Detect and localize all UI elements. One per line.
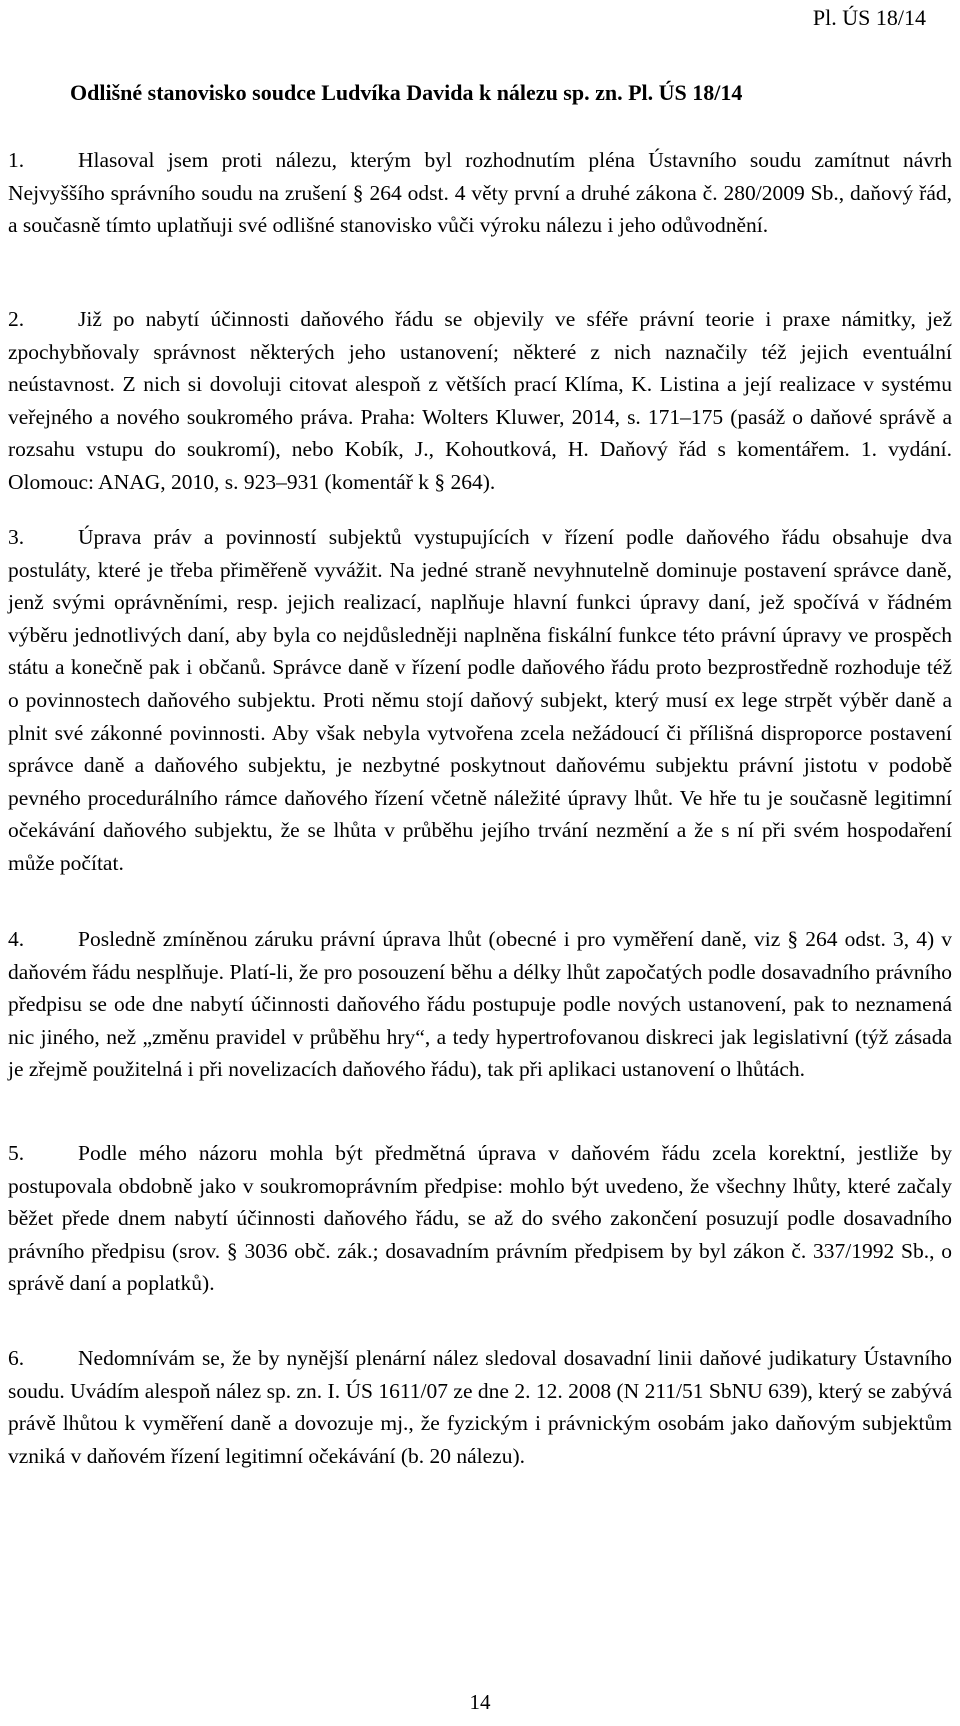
paragraph-6 xyxy=(8,1342,952,1472)
paragraph-text: Nedomnívám se, že by nynější plenární nález sledoval dosavadní linii daňové judikatury Ústavního soudu. Uvádím alespoň nález sp. zn. I. ÚS 1611/07 ze dne 2. 12. 2008 (N 211/51 SbNU 639), který se zabývá právě lhůtou k vyměření daně a dovozuje mj., že fyzickým i právnickým osobám jako daňovým subjektům vzniká v daňovém řízení legitimní očekávání (b. 20 nálezu). xyxy=(8,1346,952,1468)
paragraph-text: Posledně zmíněnou záruku právní úprava lhůt (obecné i pro vyměření daně, viz § 264 odst. 3, 4) v daňovém řádu nesplňuje. Platí-li, že pro posouzení běhu a délky lhůt započatých podle dosavadního právního předpisu se ode dne nabytí účinnosti daňového řádu postupuje podle nových ustanovení, pak to neznamená nic jiného, než „změnu pravidel v průběhu hry“, a tedy hypertrofovanou diskreci jak legislativní (týž zásada je zřejmě použitelná i při novelizacích daňového řádu), tak při aplikaci ustanovení o lhůtách. xyxy=(8,927,952,1082)
document-title: Odlišné stanovisko soudce Ludvíka Davida k nálezu sp. zn. Pl. ÚS 18/14 xyxy=(70,80,743,105)
paragraph-number: 5. xyxy=(8,1141,25,1165)
paragraph-text: Úprava práv a povinností subjektů vystupujících v řízení podle daňového řádu obsahuje dva postuláty, které je třeba přiměřeně vyvážit. Na jedné straně nevyhnutelně dominuje postavení správce daně, jenž svými oprávněními, resp. jejich realizací, naplňuje hlavní funkci úpravy daní, jež spočívá v řádném výběru jednotlivých daní, aby byla co nejdůsledněji naplněna fiskální funkce této právní úpravy ve prospěch státu a konečně pak i občanů. Správce daně v řízení podle daňového řádu proto bezprostředně rozhoduje též o povinnostech daňového subjektu. Proti němu stojí daňový subjekt, který musí ex lege strpět výběr daně a plnit své zákonné povinnosti. Aby však nebyla vytvořena zcela nežádoucí či přílišná disproporce postavení správce daně a daňového subjektu, je nezbytné poskytnout daňovému subjektu právní jistotu v podobě pevného procedurálního rámce daňového řízení včetně náležité úpravy lhůt. Ve hře tu je současně legitimní očekávání daňového subjektu, že se lhůta v průběhu jejího trvání nezmění a že s ní při svém hospodaření může počítat. xyxy=(8,525,952,875)
paragraph-4 xyxy=(8,923,952,1086)
paragraph-number: 2. xyxy=(8,307,25,331)
paragraph-text: Podle mého názoru mohla být předmětná úprava v daňovém řádu zcela korektní, jestliže by postupovala obdobně jako v soukromoprávním předpise: mohlo být uvedeno, že všechny lhůty, které začaly běžet přede dnem nabytí účinnosti daňového řádu, se až do svého zakončení posuzují podle dosavadního právního předpisu (srov. § 3036 obč. zák.; dosavadním právním předpisem by byl zákon č. 337/1992 Sb., o správě daní a poplatků). xyxy=(8,1141,952,1296)
paragraph-number: 6. xyxy=(8,1346,25,1370)
paragraph-text: Hlasoval jsem proti nálezu, kterým byl rozhodnutím pléna Ústavního soudu zamítnut návrh Nejvyššího správního soudu na zrušení § 264 odst. 4 věty první a druhé zákona č. 280/2009 Sb., daňový řád, a současně tímto uplatňuji své odlišné stanovisko vůči výroku nálezu i jeho odůvodnění. xyxy=(8,148,952,238)
paragraph-2 xyxy=(8,303,952,499)
paragraph-number: 4. xyxy=(8,927,25,951)
paragraph-text: Již po nabytí účinnosti daňového řádu se objevily ve sféře právní teorie i praxe námitky, jež zpochybňovaly správnost některých jeho ustanovení; některé z nich naznačily též jejich eventuální neústavnost. Z nich si dovoluji citovat alespoň z větších prací Klíma, K. Listina a její realizace v systému veřejného a nového soukromého práva. Praha: Wolters Kluwer, 2014, s. 171–175 (pasáž o daňové správě a rozsahu vstupu do soukromí), nebo Kobík, J., Kohoutková, H. Daňový řád s komentářem. 1. vydání. Olomouc: ANAG, 2010, s. 923–931 (komentář k § 264). xyxy=(8,307,952,494)
paragraph-5 xyxy=(8,1137,952,1300)
page-number: 14 xyxy=(469,1690,491,1714)
paragraph-number: 3. xyxy=(8,525,25,549)
paragraph-number: 1. xyxy=(8,148,25,172)
case-reference: Pl. ÚS 18/14 xyxy=(812,5,926,30)
paragraph-3 xyxy=(8,521,952,880)
paragraph-1 xyxy=(8,144,952,242)
